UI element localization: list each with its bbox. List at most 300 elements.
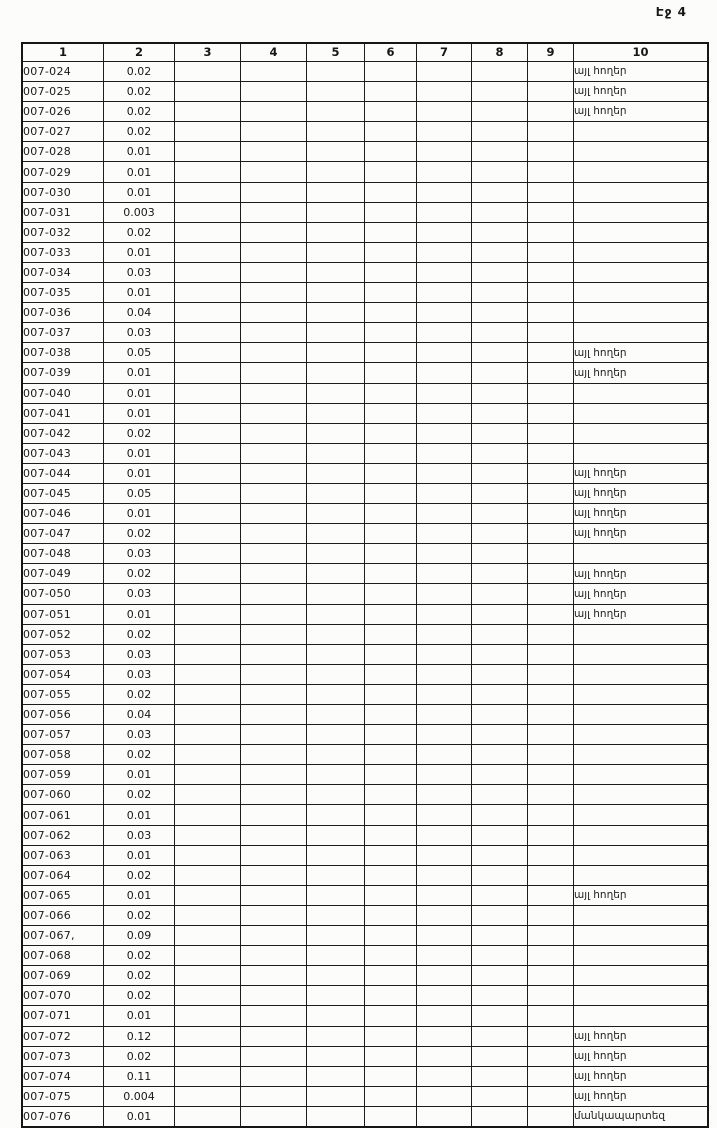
empty-cell xyxy=(472,946,528,966)
empty-cell xyxy=(417,664,472,684)
empty-cell xyxy=(472,926,528,946)
empty-cell xyxy=(365,564,417,584)
empty-cell xyxy=(472,262,528,282)
empty-cell xyxy=(528,524,574,544)
empty-cell xyxy=(307,785,365,805)
empty-cell xyxy=(175,905,241,925)
parcel-code-cell: 007-060 xyxy=(22,785,104,805)
empty-cell xyxy=(241,1046,307,1066)
empty-cell xyxy=(365,1066,417,1086)
empty-cell xyxy=(472,584,528,604)
empty-cell xyxy=(365,946,417,966)
parcel-code-cell: 007-061 xyxy=(22,805,104,825)
empty-cell xyxy=(175,825,241,845)
empty-cell xyxy=(365,966,417,986)
empty-cell xyxy=(307,644,365,664)
empty-cell xyxy=(417,624,472,644)
empty-cell xyxy=(417,785,472,805)
area-value-cell: 0.03 xyxy=(104,664,175,684)
empty-cell xyxy=(472,222,528,242)
empty-cell xyxy=(241,202,307,222)
table-row xyxy=(22,483,708,503)
empty-cell xyxy=(365,805,417,825)
parcel-code-cell: 007-074 xyxy=(22,1066,104,1086)
empty-cell xyxy=(307,262,365,282)
empty-cell xyxy=(175,885,241,905)
note-cell xyxy=(574,443,709,463)
table-row xyxy=(22,765,708,785)
empty-cell xyxy=(241,1006,307,1026)
empty-cell xyxy=(472,403,528,423)
empty-cell xyxy=(528,62,574,82)
empty-cell xyxy=(175,504,241,524)
parcel-code-cell: 007-054 xyxy=(22,664,104,684)
note-cell xyxy=(574,423,709,443)
empty-cell xyxy=(307,986,365,1006)
empty-cell xyxy=(241,423,307,443)
column-header: 7 xyxy=(417,43,472,62)
note-cell: այլ հողեր xyxy=(574,102,709,122)
empty-cell xyxy=(241,664,307,684)
empty-cell xyxy=(365,122,417,142)
area-value-cell: 0.03 xyxy=(104,262,175,282)
empty-cell xyxy=(528,142,574,162)
empty-cell xyxy=(528,624,574,644)
note-cell: այլ հողեր xyxy=(574,82,709,102)
empty-cell xyxy=(417,222,472,242)
empty-cell xyxy=(472,443,528,463)
empty-cell xyxy=(528,1106,574,1127)
empty-cell xyxy=(472,363,528,383)
empty-cell xyxy=(417,966,472,986)
empty-cell xyxy=(307,584,365,604)
empty-cell xyxy=(528,946,574,966)
empty-cell xyxy=(241,564,307,584)
note-cell xyxy=(574,825,709,845)
area-value-cell: 0.04 xyxy=(104,303,175,323)
note-cell xyxy=(574,725,709,745)
empty-cell xyxy=(472,865,528,885)
parcel-code-cell: 007-029 xyxy=(22,162,104,182)
empty-cell xyxy=(472,182,528,202)
area-value-cell: 0.01 xyxy=(104,885,175,905)
empty-cell xyxy=(175,926,241,946)
table-row xyxy=(22,1006,708,1026)
empty-cell xyxy=(472,102,528,122)
parcel-data-table xyxy=(21,42,709,1128)
empty-cell xyxy=(365,303,417,323)
empty-cell xyxy=(307,664,365,684)
empty-cell xyxy=(175,765,241,785)
empty-cell xyxy=(365,262,417,282)
empty-cell xyxy=(528,504,574,524)
empty-cell xyxy=(307,102,365,122)
empty-cell xyxy=(472,303,528,323)
empty-cell xyxy=(241,1106,307,1127)
empty-cell xyxy=(365,845,417,865)
area-value-cell: 0.02 xyxy=(104,905,175,925)
empty-cell xyxy=(241,262,307,282)
empty-cell xyxy=(307,684,365,704)
empty-cell xyxy=(307,283,365,303)
empty-cell xyxy=(307,745,365,765)
note-cell xyxy=(574,845,709,865)
area-value-cell: 0.03 xyxy=(104,323,175,343)
empty-cell xyxy=(365,343,417,363)
parcel-code-cell: 007-038 xyxy=(22,343,104,363)
empty-cell xyxy=(365,664,417,684)
empty-cell xyxy=(472,805,528,825)
empty-cell xyxy=(472,644,528,664)
empty-cell xyxy=(365,986,417,1006)
empty-cell xyxy=(472,885,528,905)
empty-cell xyxy=(307,1026,365,1046)
area-value-cell: 0.02 xyxy=(104,122,175,142)
empty-cell xyxy=(175,584,241,604)
empty-cell xyxy=(528,1026,574,1046)
empty-cell xyxy=(528,463,574,483)
empty-cell xyxy=(528,725,574,745)
empty-cell xyxy=(417,765,472,785)
empty-cell xyxy=(175,604,241,624)
parcel-code-cell: 007-056 xyxy=(22,705,104,725)
area-value-cell: 0.01 xyxy=(104,504,175,524)
empty-cell xyxy=(365,142,417,162)
table-row xyxy=(22,946,708,966)
empty-cell xyxy=(417,262,472,282)
area-value-cell: 0.09 xyxy=(104,926,175,946)
column-header: 1 xyxy=(22,43,104,62)
parcel-code-cell: 007-033 xyxy=(22,242,104,262)
empty-cell xyxy=(175,222,241,242)
empty-cell xyxy=(472,383,528,403)
area-value-cell: 0.01 xyxy=(104,1006,175,1026)
empty-cell xyxy=(307,142,365,162)
note-cell: այլ հողեր xyxy=(574,363,709,383)
empty-cell xyxy=(365,644,417,664)
table-row xyxy=(22,222,708,242)
empty-cell xyxy=(175,383,241,403)
empty-cell xyxy=(307,1066,365,1086)
parcel-code-cell: 007-043 xyxy=(22,443,104,463)
empty-cell xyxy=(417,745,472,765)
empty-cell xyxy=(472,122,528,142)
empty-cell xyxy=(175,1006,241,1026)
parcel-code-cell: 007-062 xyxy=(22,825,104,845)
area-value-cell: 0.02 xyxy=(104,82,175,102)
empty-cell xyxy=(528,82,574,102)
empty-cell xyxy=(307,162,365,182)
table-row xyxy=(22,624,708,644)
empty-cell xyxy=(472,1086,528,1106)
area-value-cell: 0.02 xyxy=(104,1046,175,1066)
parcel-code-cell: 007-040 xyxy=(22,383,104,403)
table-row xyxy=(22,644,708,664)
note-cell xyxy=(574,323,709,343)
empty-cell xyxy=(417,102,472,122)
note-cell: այլ հողեր xyxy=(574,584,709,604)
empty-cell xyxy=(241,102,307,122)
empty-cell xyxy=(528,102,574,122)
area-value-cell: 0.01 xyxy=(104,403,175,423)
empty-cell xyxy=(175,684,241,704)
parcel-code-cell: 007-030 xyxy=(22,182,104,202)
column-header: 10 xyxy=(574,43,709,62)
empty-cell xyxy=(365,684,417,704)
empty-cell xyxy=(175,303,241,323)
empty-cell xyxy=(241,1026,307,1046)
empty-cell xyxy=(307,303,365,323)
empty-cell xyxy=(307,443,365,463)
empty-cell xyxy=(307,82,365,102)
empty-cell xyxy=(365,705,417,725)
note-cell xyxy=(574,122,709,142)
parcel-code-cell: 007-042 xyxy=(22,423,104,443)
empty-cell xyxy=(417,504,472,524)
table-row xyxy=(22,986,708,1006)
area-value-cell: 0.05 xyxy=(104,343,175,363)
empty-cell xyxy=(175,745,241,765)
table-row xyxy=(22,1106,708,1127)
area-value-cell: 0.02 xyxy=(104,865,175,885)
empty-cell xyxy=(528,644,574,664)
empty-cell xyxy=(241,765,307,785)
table-row xyxy=(22,785,708,805)
empty-cell xyxy=(528,242,574,262)
area-value-cell: 0.02 xyxy=(104,423,175,443)
empty-cell xyxy=(528,785,574,805)
empty-cell xyxy=(528,664,574,684)
note-cell xyxy=(574,986,709,1006)
empty-cell xyxy=(417,423,472,443)
empty-cell xyxy=(241,946,307,966)
empty-cell xyxy=(417,584,472,604)
empty-cell xyxy=(472,142,528,162)
area-value-cell: 0.01 xyxy=(104,765,175,785)
area-value-cell: 0.01 xyxy=(104,383,175,403)
area-value-cell: 0.01 xyxy=(104,463,175,483)
empty-cell xyxy=(241,986,307,1006)
note-cell xyxy=(574,905,709,925)
empty-cell xyxy=(417,82,472,102)
area-value-cell: 0.01 xyxy=(104,604,175,624)
note-cell xyxy=(574,805,709,825)
table-row xyxy=(22,202,708,222)
empty-cell xyxy=(307,825,365,845)
empty-cell xyxy=(365,865,417,885)
empty-cell xyxy=(241,383,307,403)
empty-cell xyxy=(417,865,472,885)
empty-cell xyxy=(528,544,574,564)
parcel-code-cell: 007-076 xyxy=(22,1106,104,1127)
empty-cell xyxy=(528,1006,574,1026)
parcel-code-cell: 007-064 xyxy=(22,865,104,885)
empty-cell xyxy=(365,1086,417,1106)
empty-cell xyxy=(365,363,417,383)
empty-cell xyxy=(417,684,472,704)
table-row xyxy=(22,443,708,463)
empty-cell xyxy=(528,926,574,946)
empty-cell xyxy=(417,564,472,584)
note-cell: այլ հողեր xyxy=(574,463,709,483)
empty-cell xyxy=(417,463,472,483)
empty-cell xyxy=(472,564,528,584)
empty-cell xyxy=(365,403,417,423)
empty-cell xyxy=(528,966,574,986)
empty-cell xyxy=(528,423,574,443)
empty-cell xyxy=(175,986,241,1006)
table-body xyxy=(22,62,708,1127)
empty-cell xyxy=(307,805,365,825)
note-cell xyxy=(574,162,709,182)
table-row xyxy=(22,122,708,142)
empty-cell xyxy=(241,524,307,544)
empty-cell xyxy=(307,202,365,222)
empty-cell xyxy=(175,82,241,102)
empty-cell xyxy=(417,242,472,262)
empty-cell xyxy=(472,705,528,725)
empty-cell xyxy=(417,323,472,343)
empty-cell xyxy=(241,644,307,664)
empty-cell xyxy=(528,202,574,222)
empty-cell xyxy=(307,1046,365,1066)
empty-cell xyxy=(241,403,307,423)
empty-cell xyxy=(417,443,472,463)
table-row xyxy=(22,162,708,182)
empty-cell xyxy=(175,443,241,463)
table-row xyxy=(22,403,708,423)
table-row xyxy=(22,1086,708,1106)
table-row xyxy=(22,323,708,343)
empty-cell xyxy=(528,705,574,725)
table-row xyxy=(22,1046,708,1066)
area-value-cell: 0.01 xyxy=(104,283,175,303)
table-row xyxy=(22,745,708,765)
empty-cell xyxy=(417,885,472,905)
empty-cell xyxy=(417,283,472,303)
empty-cell xyxy=(307,524,365,544)
note-cell xyxy=(574,684,709,704)
page-number: Էջ 4 xyxy=(655,5,687,19)
empty-cell xyxy=(175,1106,241,1127)
empty-cell xyxy=(307,604,365,624)
parcel-code-cell: 007-031 xyxy=(22,202,104,222)
empty-cell xyxy=(528,765,574,785)
empty-cell xyxy=(417,524,472,544)
empty-cell xyxy=(528,483,574,503)
empty-cell xyxy=(528,262,574,282)
table-row xyxy=(22,664,708,684)
note-cell: մանկապարտեզ xyxy=(574,1106,709,1127)
empty-cell xyxy=(175,1046,241,1066)
empty-cell xyxy=(365,905,417,925)
area-value-cell: 0.01 xyxy=(104,363,175,383)
empty-cell xyxy=(417,363,472,383)
empty-cell xyxy=(528,323,574,343)
empty-cell xyxy=(365,483,417,503)
empty-cell xyxy=(365,745,417,765)
empty-cell xyxy=(241,504,307,524)
empty-cell xyxy=(365,423,417,443)
empty-cell xyxy=(175,1086,241,1106)
empty-cell xyxy=(365,463,417,483)
parcel-code-cell: 007-063 xyxy=(22,845,104,865)
table-row xyxy=(22,845,708,865)
empty-cell xyxy=(528,805,574,825)
empty-cell xyxy=(365,1106,417,1127)
area-value-cell: 0.02 xyxy=(104,102,175,122)
empty-cell xyxy=(241,343,307,363)
empty-cell xyxy=(365,725,417,745)
empty-cell xyxy=(365,1026,417,1046)
empty-cell xyxy=(175,242,241,262)
empty-cell xyxy=(528,443,574,463)
parcel-code-cell: 007-065 xyxy=(22,885,104,905)
table-row xyxy=(22,684,708,704)
empty-cell xyxy=(472,765,528,785)
table-row xyxy=(22,865,708,885)
area-value-cell: 0.03 xyxy=(104,584,175,604)
table-row xyxy=(22,343,708,363)
empty-cell xyxy=(175,343,241,363)
parcel-code-cell: 007-075 xyxy=(22,1086,104,1106)
empty-cell xyxy=(472,162,528,182)
table-row xyxy=(22,383,708,403)
parcel-code-cell: 007-066 xyxy=(22,905,104,925)
empty-cell xyxy=(417,946,472,966)
empty-cell xyxy=(365,82,417,102)
empty-cell xyxy=(472,242,528,262)
empty-cell xyxy=(417,343,472,363)
empty-cell xyxy=(365,926,417,946)
empty-cell xyxy=(472,423,528,443)
note-cell: այլ հողեր xyxy=(574,1086,709,1106)
parcel-code-cell: 007-045 xyxy=(22,483,104,503)
empty-cell xyxy=(175,483,241,503)
table-row xyxy=(22,62,708,82)
empty-cell xyxy=(417,202,472,222)
area-value-cell: 0.02 xyxy=(104,524,175,544)
parcel-code-cell: 007-035 xyxy=(22,283,104,303)
empty-cell xyxy=(241,805,307,825)
empty-cell xyxy=(241,182,307,202)
empty-cell xyxy=(528,986,574,1006)
empty-cell xyxy=(175,122,241,142)
empty-cell xyxy=(365,242,417,262)
note-cell xyxy=(574,865,709,885)
empty-cell xyxy=(528,383,574,403)
empty-cell xyxy=(472,986,528,1006)
parcel-code-cell: 007-055 xyxy=(22,684,104,704)
area-value-cell: 0.02 xyxy=(104,966,175,986)
parcel-code-cell: 007-039 xyxy=(22,363,104,383)
empty-cell xyxy=(175,182,241,202)
empty-cell xyxy=(175,845,241,865)
empty-cell xyxy=(241,463,307,483)
note-cell xyxy=(574,403,709,423)
empty-cell xyxy=(307,1106,365,1127)
empty-cell xyxy=(365,1046,417,1066)
table-row xyxy=(22,504,708,524)
parcel-code-cell: 007-057 xyxy=(22,725,104,745)
empty-cell xyxy=(417,905,472,925)
empty-cell xyxy=(307,323,365,343)
empty-cell xyxy=(307,845,365,865)
area-value-cell: 0.02 xyxy=(104,785,175,805)
column-header: 9 xyxy=(528,43,574,62)
note-cell xyxy=(574,182,709,202)
empty-cell xyxy=(528,343,574,363)
